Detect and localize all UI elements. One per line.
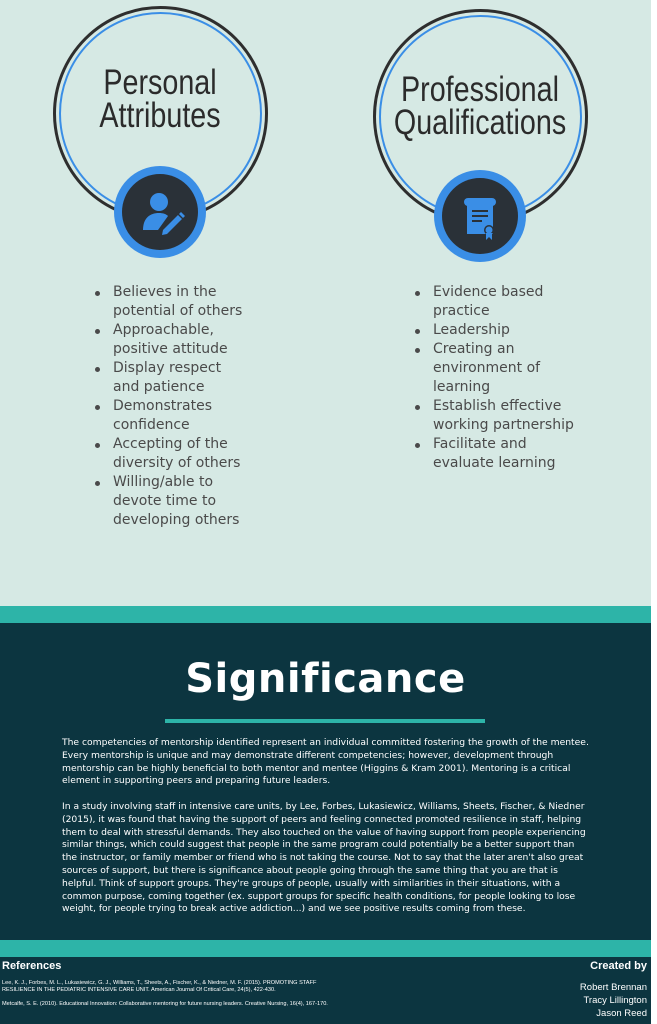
teal-divider-top [0, 606, 651, 623]
author-name: Robert Brennan [579, 982, 647, 993]
professional-qualifications-list [415, 283, 575, 473]
list-item: Accepting of the diversity of others [95, 435, 245, 473]
personal-attributes-list [95, 283, 245, 530]
personal-attributes-title [82, 63, 238, 136]
reference-item: Metcalfe, S. E. (2010). Educational Innovation: Collaborative mentoring for future nursing leaders. Creative Nursing, 16(4), 167-170. [2, 1001, 328, 1007]
significance-paragraph-1: The competencies of mentorship identified represent an individual committed fostering the growth of the mentee. Every mentorship is unique and may demonstrate different competencies; however, development through mentorship can be highly beneficial to both mentor and mentee (Higgins & Kram 2001). Mentoring is a critical element in supporting peers and preparing future leaders. [62, 737, 589, 787]
list-item: Approachable, positive attitude [95, 321, 245, 359]
significance-title: Significance [185, 656, 466, 702]
professional-qualifications-badge [434, 170, 526, 262]
list-item: Leadership [415, 321, 575, 340]
list-item: Believes in the potential of others [95, 283, 245, 321]
list-item: Demonstrates confidence [95, 397, 245, 435]
list-item: Facilitate and evaluate learning [415, 435, 575, 473]
personal-title-line2: Attributes [99, 96, 221, 136]
certificate-scroll-icon [442, 178, 518, 254]
person-pencil-icon [122, 174, 198, 250]
professional-qualifications-title [393, 70, 567, 143]
list-item: Display respect and patience [95, 359, 245, 397]
personal-title-line1: Personal [103, 63, 217, 102]
title-underline [165, 719, 485, 723]
professional-title-line1: Professional [401, 70, 559, 109]
professional-title-line2: Qualifications [393, 103, 567, 143]
list-item: Establish effective working partnership [415, 397, 575, 435]
significance-paragraph-2: In a study involving staff in intensive care units, by Lee, Forbes, Lukasiewicz, Williams, Sheets, Fischer, & Niedner (2015), it was found that having the support of peers and feeling connected promoted resilience in staff, helping them to deal with stressful demands. They also touched on the value of having support from people experiencing similar things, which could suggest that people in the same program could potentially be a better support than the instructor, or family member or friend who is not taking the course. Not to say that the later aren't also great sources of support, but there is significance about people going through the same thing that you are that is helpful. Think of support groups. They're groups of people, usually with similarities in their situations, with a common purpose, coming together (ex. support groups for specific health conditions, for people looking to lose weight, for people trying to break active addiction...) and we see positive results coming from these. [62, 801, 586, 915]
created-by-heading: Created by [590, 960, 647, 972]
reference-item: Lee, K. J., Forbes, M. L., Lukasiewicz, G. J., Williams, T., Sheets, A., Fischer, K., & Niedner, M. F. (2015). PROMOTING STAFF RESILIENCE IN THE PEDIATRIC INTENSIVE CARE UNIT. American Journal Of Critical Care, 24(5), 422-430. [2, 980, 317, 993]
page-edge [651, 0, 657, 1024]
list-item: Willing/able to devote time to developing others [95, 473, 245, 530]
teal-divider-bottom [0, 940, 651, 957]
author-name: Tracy Lillington [583, 995, 647, 1006]
references-heading: References [2, 960, 62, 972]
personal-attributes-badge [114, 166, 206, 258]
list-item: Evidence based practice [415, 283, 575, 321]
list-item: Creating an environment of learning [415, 340, 575, 397]
author-name: Jason Reed [596, 1008, 647, 1019]
